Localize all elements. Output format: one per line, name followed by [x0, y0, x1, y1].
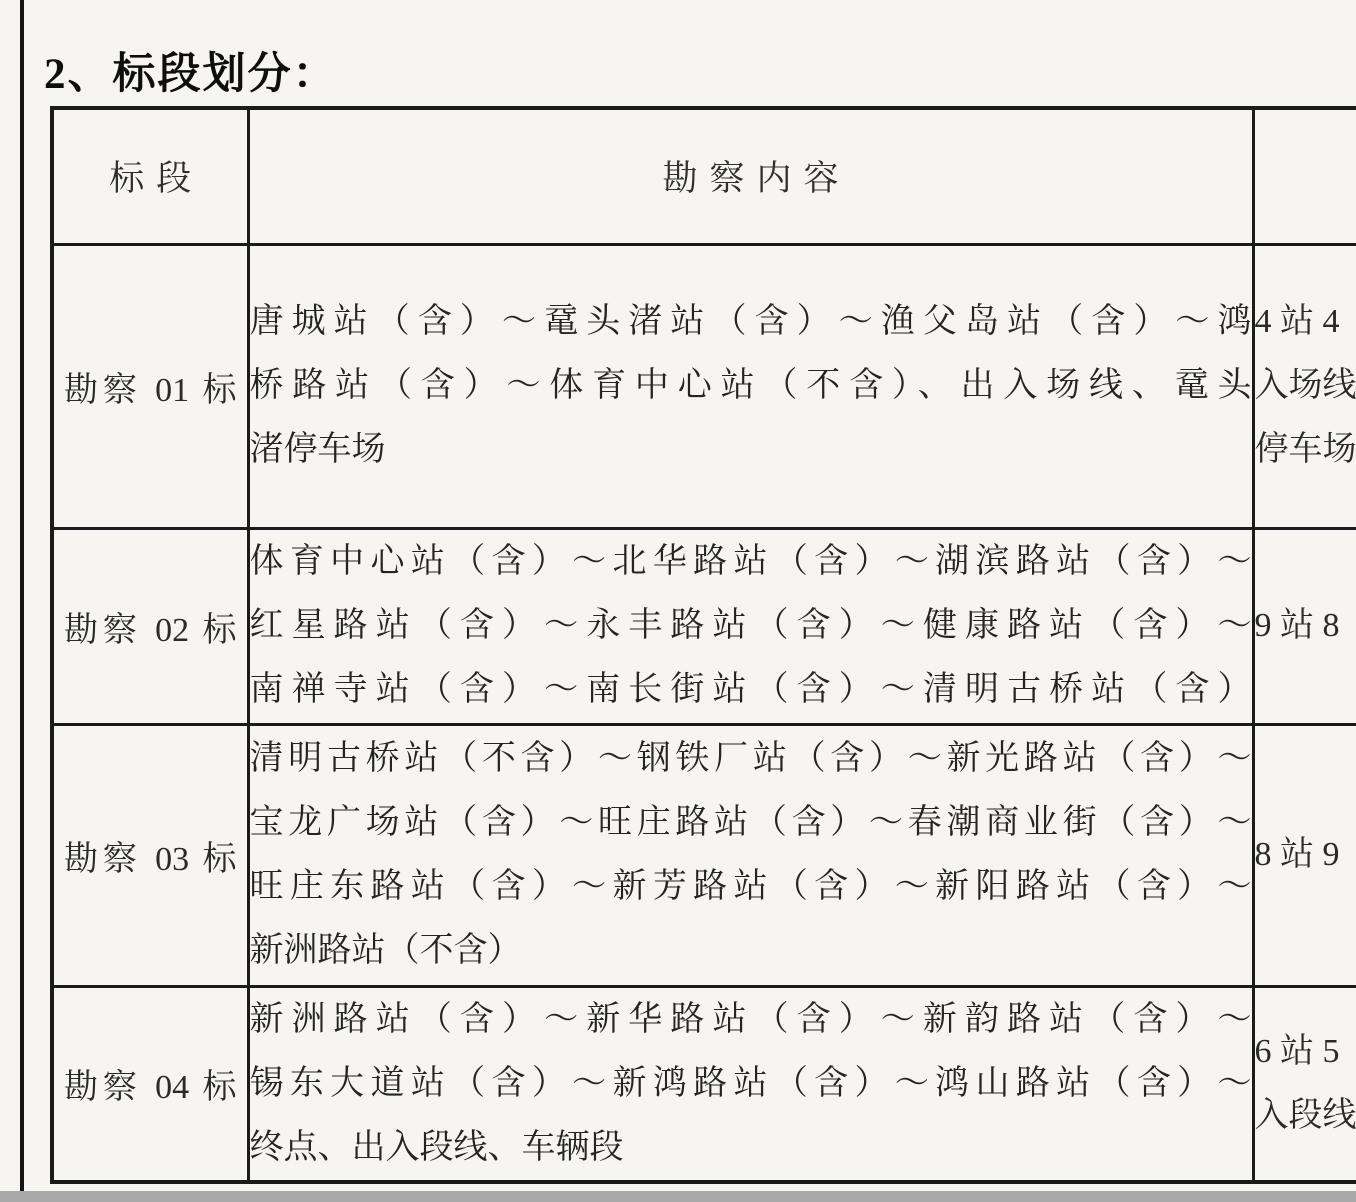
- summary-cell: [1253, 244, 1356, 528]
- content-line: 桥路站（含）～体育中心站（不含）、出入场线、鼋头: [249, 367, 1252, 404]
- column-header-section: [52, 108, 248, 244]
- content-line: 渚停车场: [249, 431, 386, 468]
- summary-line: 4 站 4: [1254, 303, 1340, 340]
- content-cell: [248, 724, 1253, 986]
- content-cell: [248, 244, 1253, 528]
- summary-line: 6 站 5: [1254, 1032, 1340, 1070]
- section-cell: [52, 244, 248, 528]
- content-cell: [248, 528, 1253, 724]
- content-line: 清明古桥站（不含）～钢铁厂站（含）～新光路站（含）～: [249, 740, 1252, 777]
- content-line: 锡东大道站（含）～新鸿路站（含）～鸿山路站（含）～: [249, 1064, 1252, 1102]
- table-row: [52, 724, 1356, 986]
- section-label: 勘察 02 标: [64, 611, 237, 649]
- summary-line: 8 站 9: [1254, 836, 1340, 873]
- section-label: 勘察 04 标: [64, 1069, 237, 1106]
- page-edge-line: [20, 0, 24, 1202]
- content-line: 南禅寺站（含）～南长街站（含）～清明古桥站（含）: [249, 671, 1252, 708]
- summary-cell: [1253, 986, 1356, 1182]
- section-cell: [52, 528, 248, 724]
- content-line: 宝龙广场站（含）～旺庄路站（含）～春潮商业街（含）～: [249, 804, 1252, 841]
- section-label: 勘察 01 标: [64, 371, 237, 409]
- summary-cell: [1253, 724, 1356, 986]
- content-line: 新洲路站（不含）: [249, 932, 522, 969]
- summary-line: 停车场: [1254, 431, 1356, 468]
- bid-sections-table: [50, 106, 1356, 1184]
- column-header-content: [248, 108, 1253, 244]
- column-header-content-label: 勘察内容: [662, 159, 851, 199]
- table-header-row: [52, 108, 1356, 244]
- summary-line: 入段线: [1254, 1096, 1356, 1134]
- column-header-summary: [1253, 108, 1356, 244]
- summary-cell: [1253, 528, 1356, 724]
- column-header-section-label: 标段: [109, 159, 204, 199]
- content-line: 唐城站（含）～鼋头渚站（含）～渔父岛站（含）～鸿: [249, 303, 1252, 340]
- section-label: 勘察 03 标: [64, 840, 237, 878]
- content-line: 旺庄东路站（含）～新芳路站（含）～新阳路站（含）～: [249, 868, 1252, 905]
- content-cell: [248, 986, 1253, 1182]
- table-row: [52, 528, 1356, 724]
- content-line: 终点、出入段线、车辆段: [249, 1128, 624, 1166]
- table-row: [52, 244, 1356, 528]
- summary-line: 入场线: [1254, 367, 1356, 404]
- content-line: 体育中心站（含）～北华路站（含）～湖滨路站（含）～: [249, 543, 1252, 580]
- summary-line: 9 站 8: [1254, 607, 1340, 644]
- table-row: [52, 986, 1356, 1182]
- section-title: 2、标段划分：: [44, 51, 338, 98]
- section-cell: [52, 724, 248, 986]
- content-line: 新洲路站（含）～新华路站（含）～新韵路站（含）～: [249, 1000, 1252, 1038]
- bottom-scan-band: [0, 1191, 1356, 1202]
- content-line: 红星路站（含）～永丰路站（含）～健康路站（含）～: [249, 607, 1252, 644]
- section-cell: [52, 986, 248, 1182]
